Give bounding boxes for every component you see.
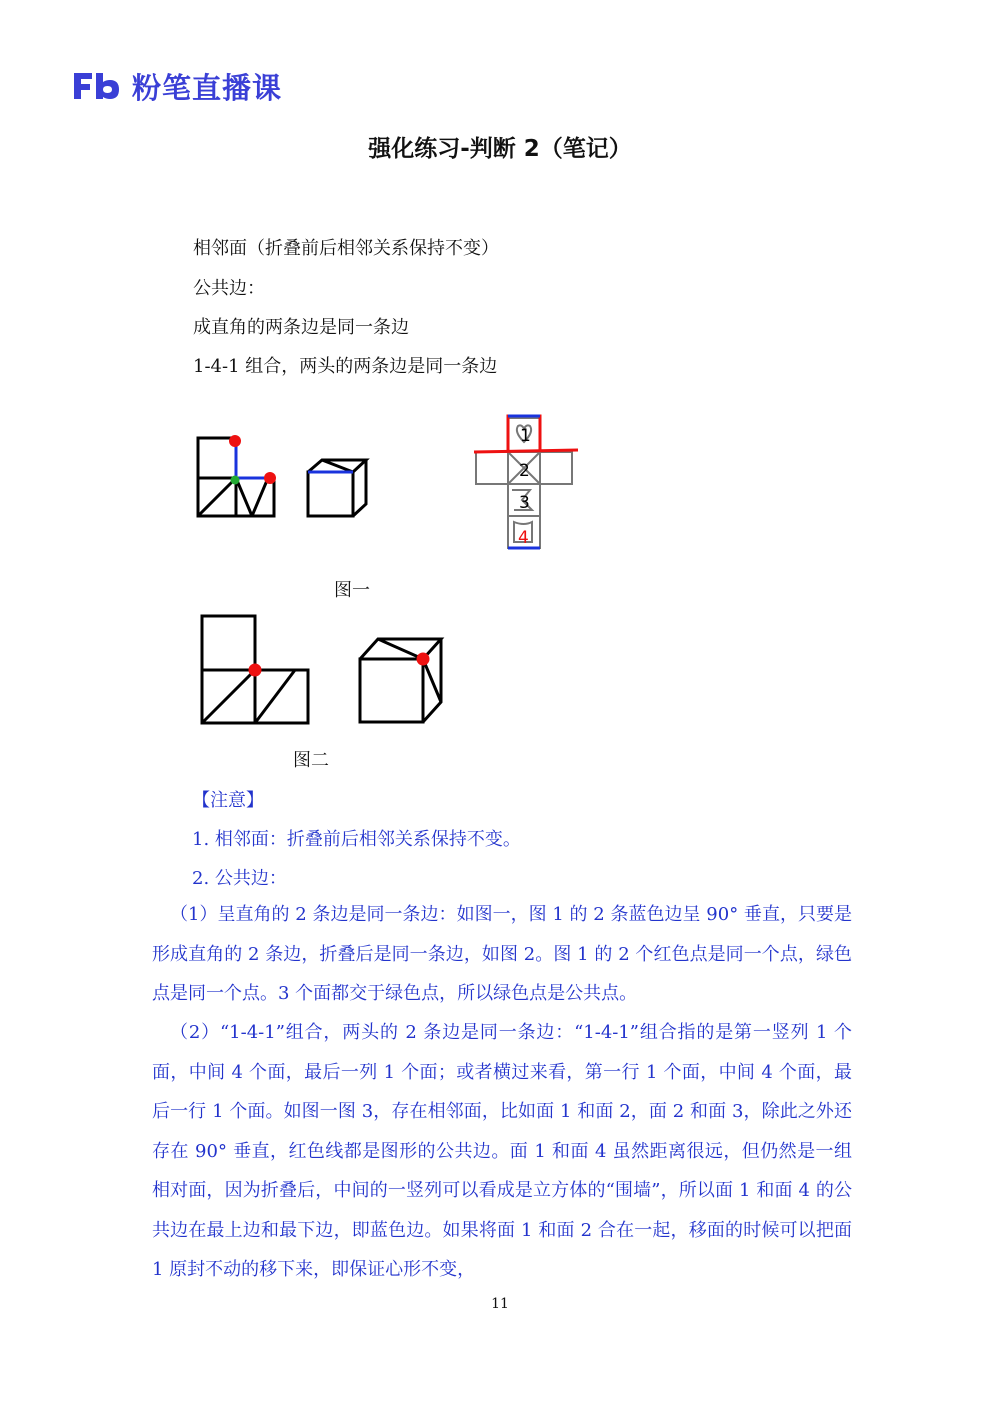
figure-2-caption: 图二 (293, 750, 329, 771)
attention-item-1: 1. 相邻面：折叠前后相邻关系保持不变。 (192, 829, 521, 850)
net-label-4: 4 (518, 528, 529, 548)
red-point-icon (264, 472, 276, 484)
note-line-2: 公共边： (193, 278, 265, 299)
attention-paragraph-1: （1）呈直角的 2 条边是同一条边：如图一，图 1 的 2 条蓝色边呈 90° 垂直，只要是形成直角的 2 条边，折叠后是同一条边，如图 2。图 1 的 2 个红色点是同一个点，绿色点是同一个点。3 个面都交于绿色点，所以绿色点是公共点。 (152, 904, 852, 1004)
net-label-3: 3 (519, 493, 530, 513)
brand-logo (70, 66, 282, 106)
attention-paragraph-2: （2）“1-4-1”组合，两头的 2 条边是同一条边：“1-4-1”组合指的是第一竖列 1 个面，中间 4 个面，最后一列 1 个面；或者横过来看，第一行 1 个面，中间 4 个面，最后一行 1 个面。如图一图 3，存在相邻面，比如面 1 和面 2，面 2 和面 3，除此之外还存在 90° 垂直，红色线都是图形的公共边。面 1 和面 4 虽然距离很远，但仍然是一组相对面，因为折叠后，中间的一竖列可以看成是立方体的“围墙”，所以面 1 和面 4 的公共边在最上边和最下边，即蓝色边。如果将面 1 和面 2 合在一起，移面的时候可以把面 1 原封不动的移下来，即保证心形不变， (152, 1022, 852, 1280)
red-point-icon (417, 653, 430, 666)
attention-heading: 【注意】 (192, 790, 264, 811)
red-point-icon (249, 664, 262, 677)
page-title: 强化练习-判断 2（笔记） (368, 136, 632, 162)
note-line-1: 相邻面（折叠前后相邻关系保持不变） (193, 238, 499, 259)
logo-text: 粉笔直播课 (132, 70, 283, 105)
net-label-2: 2 (519, 461, 530, 481)
figure-1-caption: 图一 (334, 580, 370, 601)
figure-1-cross-net (470, 410, 582, 555)
figure-2-net-l-shape (195, 610, 315, 730)
note-line-3: 成直角的两条边是同一条边 (193, 317, 409, 338)
green-point-icon (231, 476, 240, 485)
fenbi-logo-icon (70, 67, 122, 105)
red-point-icon (229, 435, 241, 447)
net-label-1: 1 (520, 426, 531, 446)
figure-1-cube (300, 452, 375, 522)
note-line-4: 1-4-1 组合，两头的两条边是同一条边 (193, 356, 498, 377)
attention-item-2: 2. 公共边： (192, 868, 287, 889)
figure-2-cube (352, 632, 447, 728)
figure-1-net-l-shape (190, 430, 280, 522)
page-number: 11 (491, 1296, 509, 1312)
